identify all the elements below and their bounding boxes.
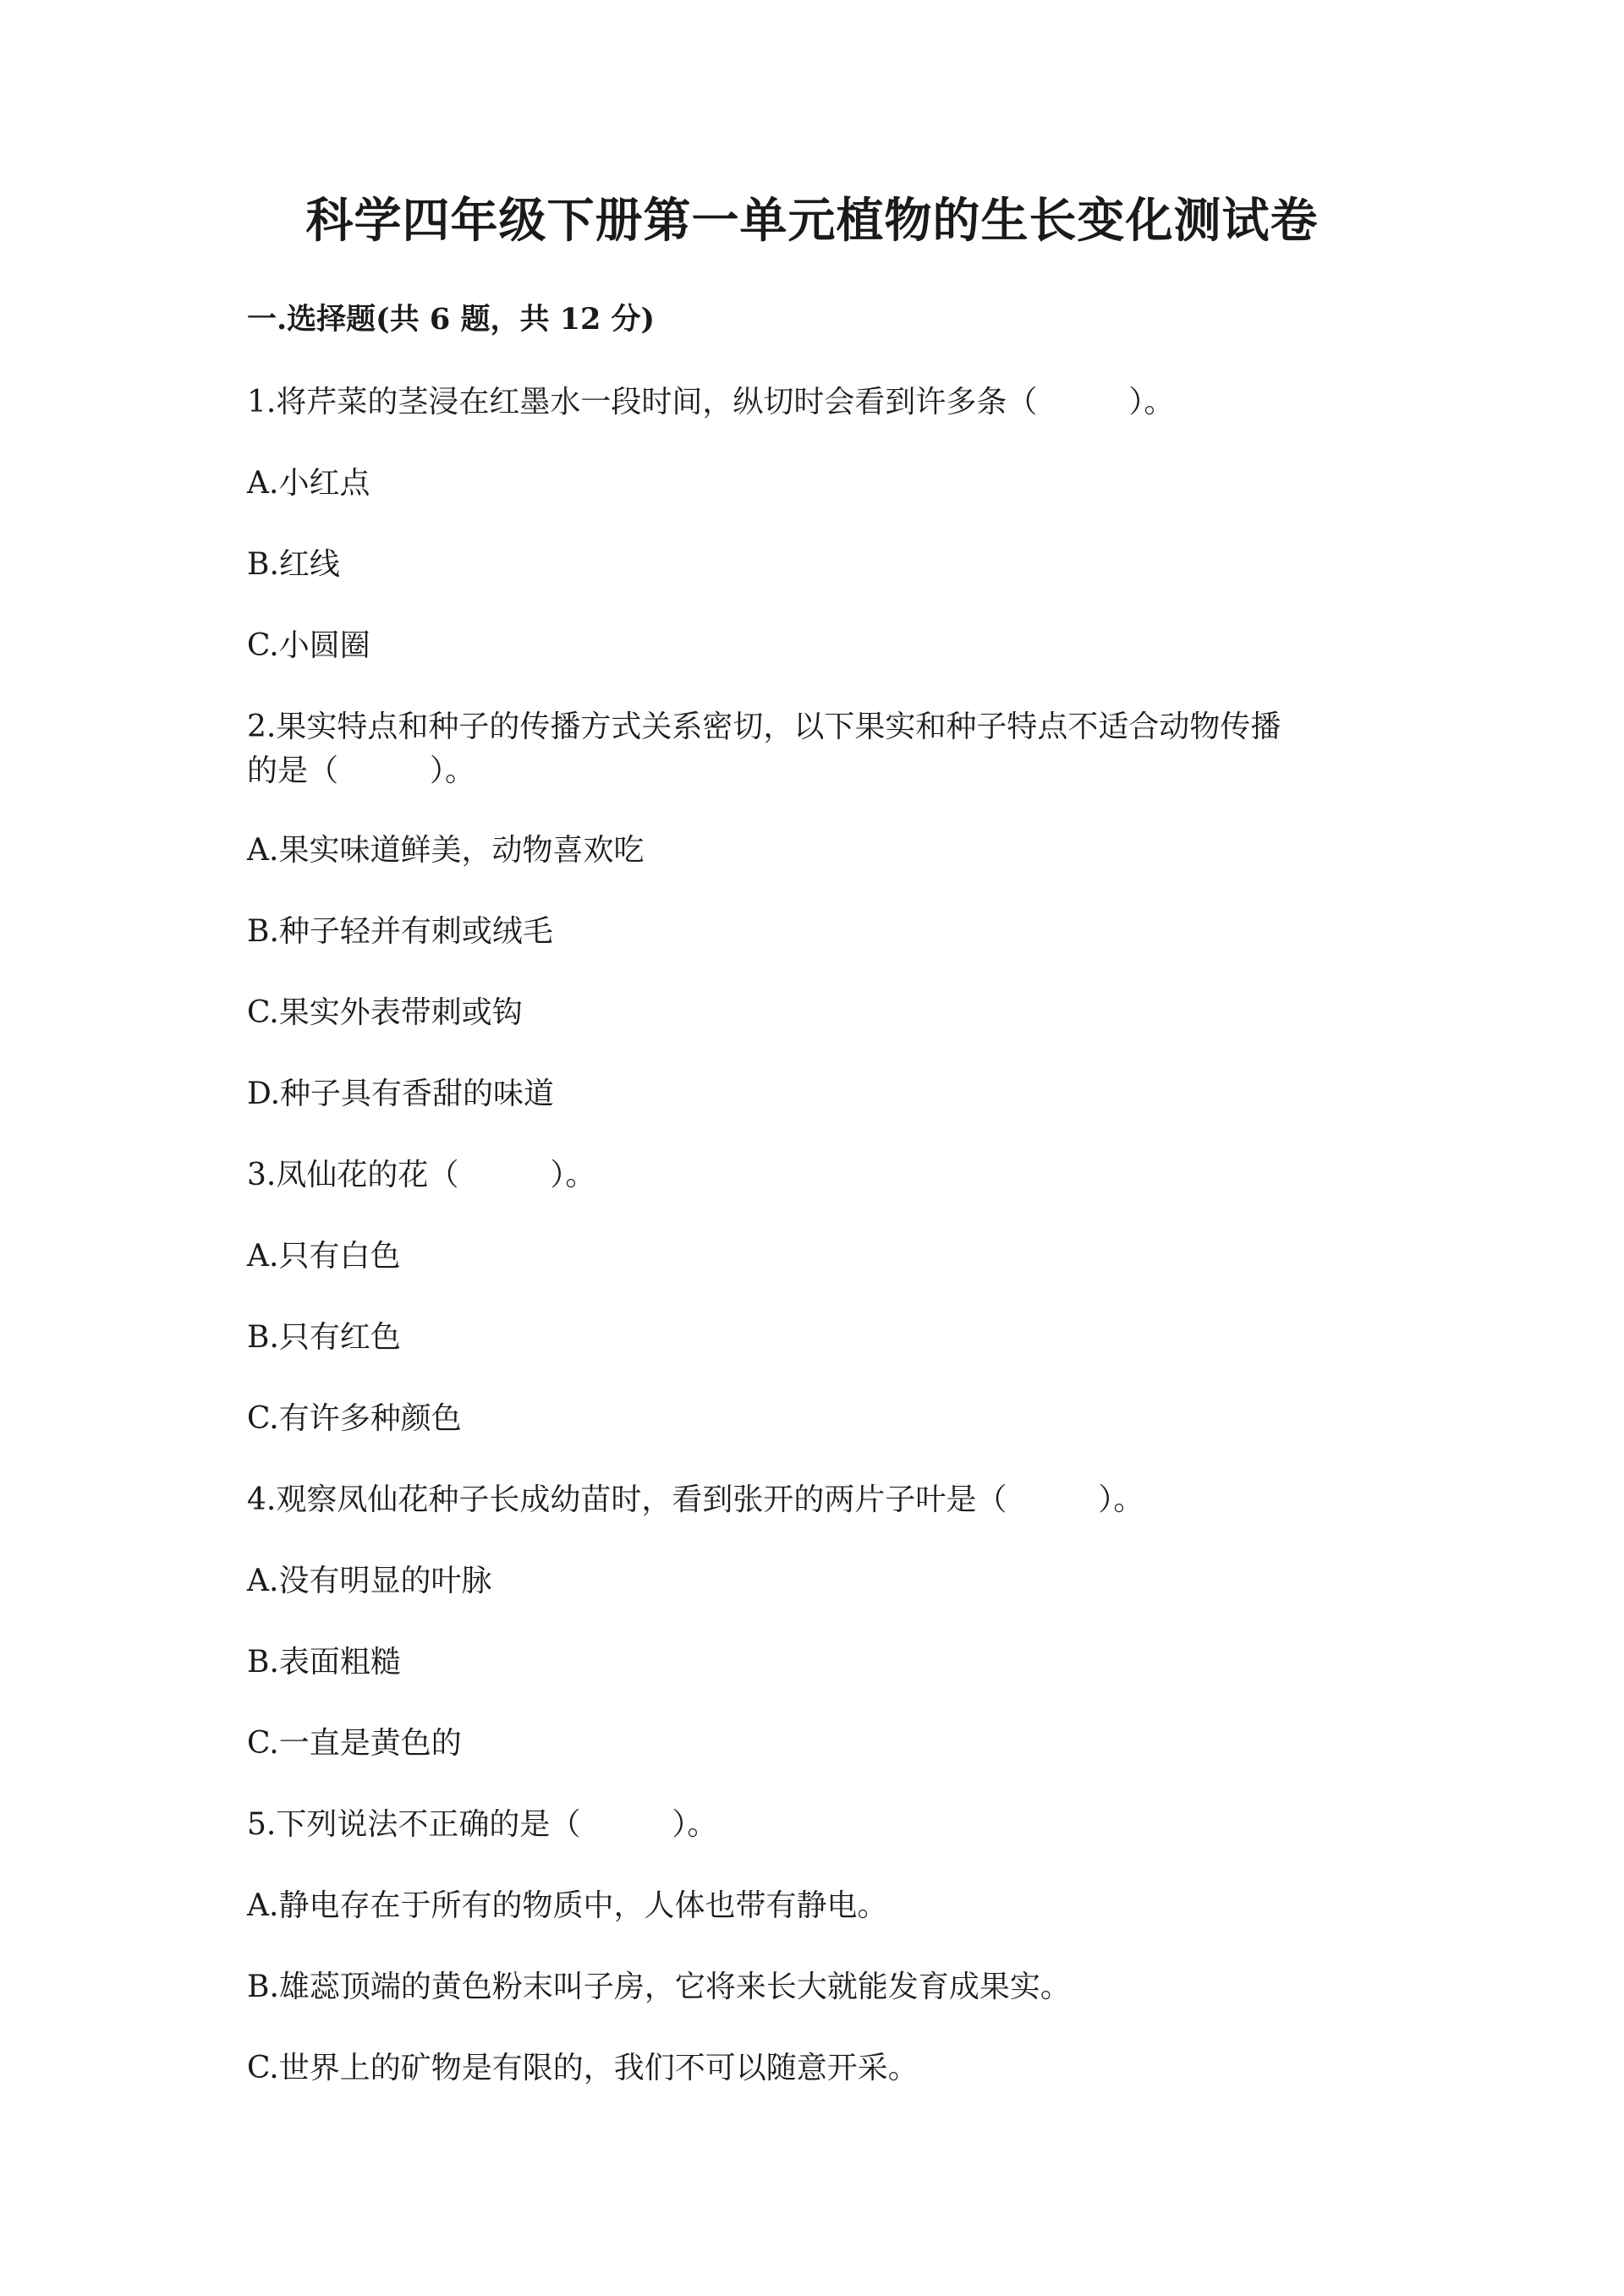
question-1-option-c: C.小圆圈 <box>247 628 370 663</box>
question-3-option-a: A.只有白色 <box>247 1239 401 1274</box>
question-4-option-b: B.表面粗糙 <box>247 1645 401 1680</box>
question-2-option-a: A.果实味道鲜美，动物喜欢吃 <box>247 833 645 868</box>
question-5-option-b: B.雄蕊顶端的黄色粉末叫子房，它将来长大就能发育成果实。 <box>247 1970 1071 2004</box>
question-3-option-b: B.只有红色 <box>247 1320 401 1355</box>
question-1-option-b: B.红线 <box>247 547 340 582</box>
question-4-option-c: C.一直是黄色的 <box>247 1726 462 1761</box>
question-5-option-a: A.静电存在于所有的物质中，人体也带有静电。 <box>247 1888 888 1923</box>
question-4-stem: 4.观察凤仙花种子长成幼苗时，看到张开的两片子叶是（ ）。 <box>247 1482 1144 1517</box>
question-2-option-c: C.果实外表带刺或钩 <box>247 995 523 1030</box>
question-5-option-c: C.世界上的矿物是有限的，我们不可以随意开采。 <box>247 2051 919 2085</box>
section-heading: 一.选择题(共 6 题，共 12 分) <box>247 302 656 337</box>
question-1-option-a: A.小红点 <box>247 466 370 501</box>
question-5-stem: 5.下列说法不正确的是（ ）。 <box>247 1807 718 1842</box>
question-2-option-d: D.种子具有香甜的味道 <box>247 1077 555 1111</box>
question-2-stem-line-2: 的是（ ）。 <box>247 753 476 788</box>
question-1-stem: 1.将芹菜的茎浸在红墨水一段时间，纵切时会看到许多条（ ）。 <box>247 385 1175 419</box>
question-3-stem: 3.凤仙花的花（ ）。 <box>247 1158 596 1192</box>
question-4-option-a: A.没有明显的叶脉 <box>247 1564 492 1598</box>
question-2-stem-line-1: 2.果实特点和种子的传播方式关系密切，以下果实和种子特点不适合动物传播 <box>247 710 1281 744</box>
exam-title: 科学四年级下册第一单元植物的生长变化测试卷 <box>305 193 1319 249</box>
question-3-option-c: C.有许多种颜色 <box>247 1401 462 1436</box>
question-2-option-b: B.种子轻并有刺或绒毛 <box>247 914 553 949</box>
